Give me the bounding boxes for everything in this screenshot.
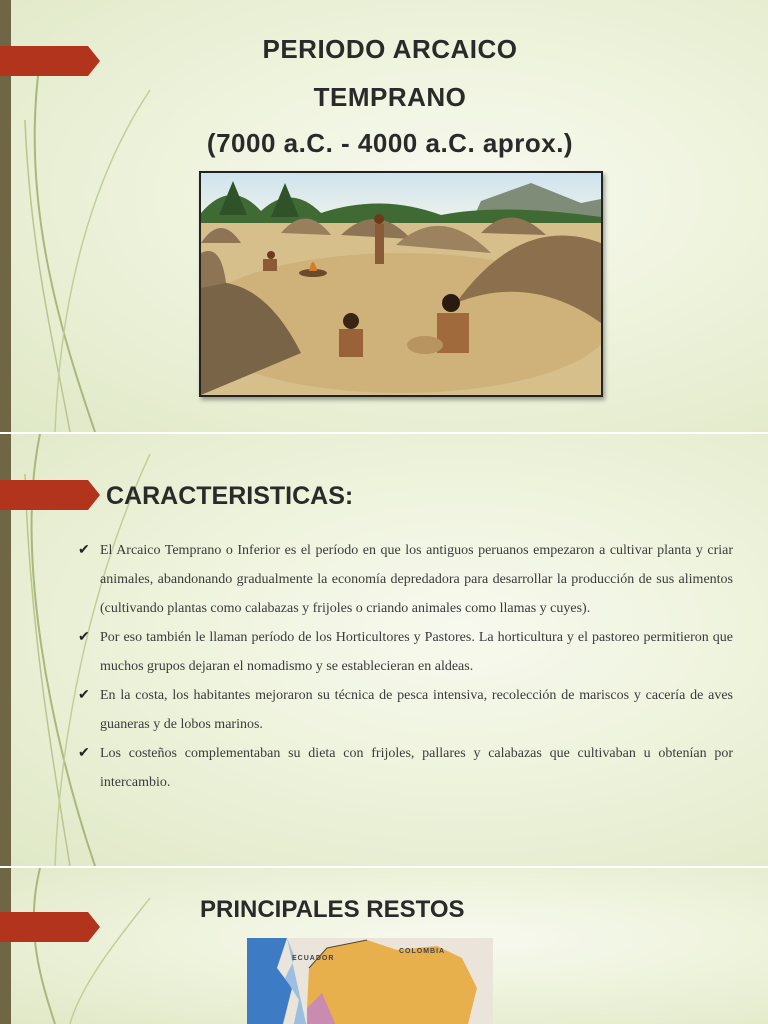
map-shape-icon — [247, 938, 493, 1024]
list-item-text: El Arcaico Temprano o Inferior es el período en que los antiguos peruanos empezaron a cultivar planta y criar animales, abandonando gradualmente la economía depredadora para desarrollar la producción de sus alimentos (cultivando plantas como calabazas y frijoles o criando animales como llamas y cuyes). — [100, 543, 733, 616]
list-item-text: Por eso también le llaman período de los Horticultores y Pastores. La horticultura y el pastoreo permitieron que muchos grupos dejaran el nomadismo y se establecieran en aldeas. — [100, 630, 733, 674]
characteristics-list — [78, 536, 733, 797]
list-item-text: En la costa, los habitantes mejoraron su técnica de pesca intensiva, recolección de mariscos y cacería de aves guaneras y de lobos marinos. — [100, 688, 733, 732]
checkmark-icon: ✔ — [78, 746, 90, 761]
list-item — [78, 536, 733, 623]
map-label-colombia: COLOMBIA — [399, 948, 446, 955]
list-item — [78, 681, 733, 739]
title-line-1: PERIODO ARCAICO — [262, 34, 518, 64]
title-line-3: (7000 a.C. - 4000 a.C. aprox.) — [206, 128, 574, 158]
section-tag-shape — [0, 46, 100, 76]
checkmark-icon: ✔ — [78, 543, 90, 558]
checkmark-icon: ✔ — [78, 630, 90, 645]
list-item — [78, 623, 733, 681]
checkmark-icon: ✔ — [78, 688, 90, 703]
section-heading: CARACTERISTICAS: — [106, 482, 354, 510]
decorative-curves — [0, 868, 200, 1024]
list-item-text: Los costeños complementaban su dieta con frijoles, pallares y calabazas que cultivaban u obtenían por intercambio. — [100, 746, 733, 790]
title-line-2: TEMPRANO — [313, 82, 467, 112]
slide-3 — [0, 868, 768, 1024]
list-item — [78, 739, 733, 797]
slide-1 — [0, 0, 768, 432]
section-tag-shape — [0, 480, 100, 510]
section-heading: PRINCIPALES RESTOS — [200, 896, 465, 923]
village-scene-icon — [201, 173, 601, 395]
archaic-village-image — [199, 171, 603, 397]
map-label-ecuador: ECUADOR — [292, 955, 335, 962]
peru-map-image — [247, 938, 493, 1024]
section-tag-shape — [0, 912, 100, 942]
slide-2 — [0, 434, 768, 866]
